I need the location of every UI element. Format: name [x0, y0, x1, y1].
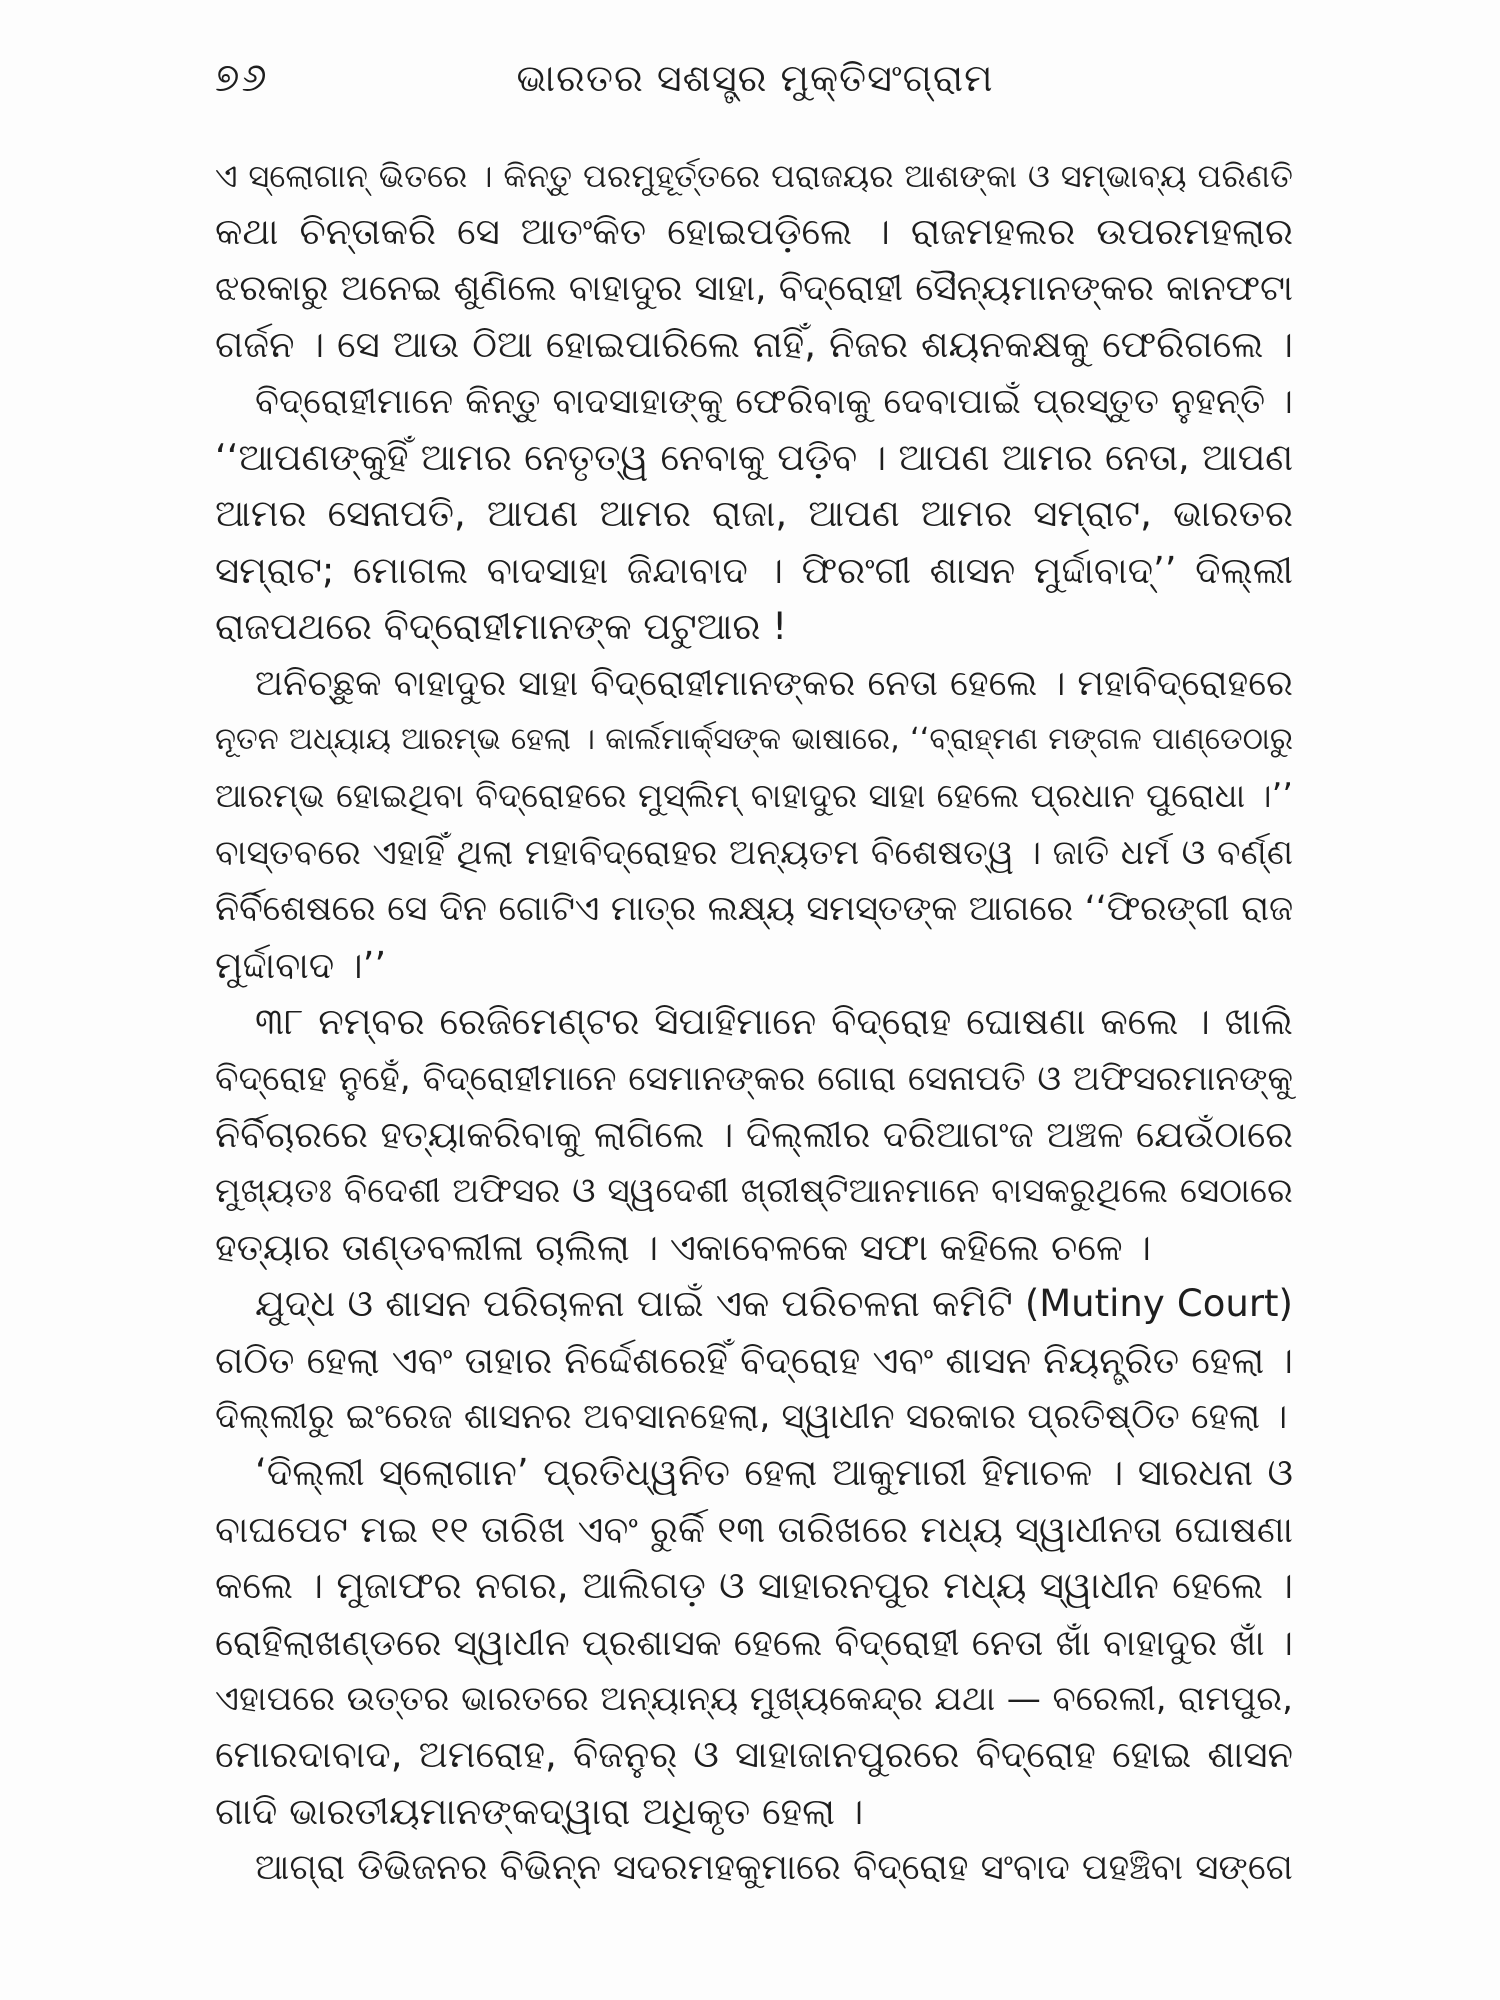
text-line: ବିଦ୍ରୋହ ନୁହେଁ, ବିଦ୍ରୋହୀମାନେ ସେମାନଙ୍କର ଗୋରା ସେନାପତି ଓ ଅଫିସରମାନଙ୍କୁ	[215, 1058, 1293, 1099]
page-number: ୭୬	[215, 55, 269, 101]
text-line: ‘ଦିଲ୍ଲୀ ସ୍ଲୋଗାନ’ ପ୍ରତିଧ୍ୱନିତ ହେଲା ଆକୁମାରୀ ହିମାଚଳ । ସାରଧନା ଓ	[255, 1451, 1293, 1495]
text-line: ଗର୍ଜନ । ସେ ଆଉ ଠିଆ ହୋଇପାରିଲେ ନାହିଁ, ନିଜର ଶୟନକକ୍ଷକୁ ଫେରିଗଲେ ।	[215, 323, 1293, 367]
text-line: ୩୮ ନମ୍ବର ରେଜିମେଣ୍ଟର ସିପାହିମାନେ ବିଦ୍ରୋହ ଘୋଷଣା କଲେ । ଖାଲି	[255, 1000, 1293, 1044]
text-line: ଯୁଦ୍ଧ ଓ ଶାସନ ପରିଚାଳନା ପାଇଁ ଏକ ପରିଚଳନା କମିଟି (Mutiny Court)	[255, 1282, 1293, 1326]
text-line: ହତ୍ୟାର ତାଣ୍ଡବଲୀଳା ଚାଲିଲା । ଏକାବେଳକେ ସଫା କହିଲେ ଚଳେ ।	[215, 1225, 1152, 1269]
text-line: ମୋରଦାବାଦ, ଅମରୋହ, ବିଜନୁର୍ ଓ ସାହାଜାନପୁରରେ ବିଦ୍ରୋହ ହୋଇ ଶାସନ	[215, 1733, 1293, 1777]
text-line: ନୂତନ ଅଧ୍ୟାୟ ଆରମ୍ଭ ହେଲା । କାର୍ଲମାର୍କ୍ସଙ୍କ ଭାଷାରେ, ‘‘ବ୍ରାହ୍ମଣ ମଙ୍ଗଳ ପାଣ୍ଡେଠାରୁ	[215, 722, 1293, 758]
text-line: ମୁର୍ଦ୍ଦାବାଦ ।’’	[215, 943, 387, 987]
text-line: ନିର୍ବିଚାରରେ ହତ୍ୟାକରିବାକୁ ଲାଗିଲେ । ଦିଲ୍ଲୀର ଦରିଆଗଂଜ ଅଞ୍ଚଳ ଯେଉଁଠାରେ	[215, 1112, 1293, 1156]
text-line: ଗାଦି ଭାରତୀୟମାନଙ୍କଦ୍ୱାରା ଅଧିକୃତ ହେଲା ।	[215, 1789, 864, 1833]
paragraph-3	[215, 656, 1293, 994]
paragraph-7	[215, 1840, 1293, 1896]
text-line: ରାଜପଥରେ ବିଦ୍ରୋହୀମାନଙ୍କ ପଟୁଆର !	[215, 605, 788, 649]
paragraph-6	[215, 1445, 1293, 1840]
text-line: ଝରକାରୁ ଅନେଇ ଶୁଣିଲେ ବାହାଦୁର ସାହା, ବିଦ୍ରୋହୀ ସୈନ୍ୟମାନଙ୍କର କାନଫଟା	[215, 267, 1293, 309]
text-line: ବାଘପେଟ ମଇ ୧୧ ତାରିଖ ଏବଂ ରୁର୍କି ୧୩ ତାରିଖରେ ମଧ୍ୟ ସ୍ୱାଧୀନତା ଘୋଷଣା	[215, 1507, 1293, 1551]
text-line: ରୋହିଲାଖଣ୍ଡରେ ସ୍ୱାଧୀନ ପ୍ରଶାସକ ହେଲେ ବିଦ୍ରୋହୀ ନେତା ଖାଁ ବାହାଦୁର ଖାଁ ।	[215, 1620, 1293, 1664]
text-line: ଗଠିତ ହେଲା ଏବଂ ତାହାର ନିର୍ଦ୍ଦେଶରେହିଁ ବିଦ୍ରୋହ ଏବଂ ଶାସନ ନିୟନ୍ତ୍ରିତ ହେଲା ।	[215, 1338, 1293, 1382]
text-line: ଏହାପରେ ଉତ୍ତର ଭାରତରେ ଅନ୍ୟାନ୍ୟ ମୁଖ୍ୟକେନ୍ଦ୍ର ଯଥା — ବରେଲୀ, ରାମପୁର,	[215, 1678, 1293, 1719]
text-line: ବାସ୍ତବରେ ଏହାହିଁ ଥିଲା ମହାବିଦ୍ରୋହର ଅନ୍ୟତମ ବିଶେଷତ୍ୱ । ଜାତି ଧର୍ମ ଓ ବର୍ଣ୍ଣ	[215, 832, 1293, 873]
text-line: ଆରମ୍ଭ ହୋଇଥିବା ବିଦ୍ରୋହରେ ମୁସ୍ଲିମ୍ ବାହାଦୁର ସାହା ହେଲେ ପ୍ରଧାନ ପୁରୋଧା ।’’	[215, 776, 1293, 816]
text-line: ବିଦ୍ରୋହୀମାନେ କିନ୍ତୁ ବାଦସାହାଙ୍କୁ ଫେରିବାକୁ ଦେବାପାଇଁ ପ୍ରସ୍ତୁତ ନୁହନ୍ତି ।	[255, 380, 1293, 422]
body-text	[215, 148, 1293, 1897]
paragraph-1	[215, 148, 1293, 374]
text-line: ଆମର ସେନାପତି, ଆପଣ ଆମର ରାଜା, ଆପଣ ଆମର ସମ୍ରାଟ, ଭାରତର	[215, 492, 1293, 536]
text-line: ମୁଖ୍ୟତଃ ବିଦେଶୀ ଅଫିସର ଓ ସ୍ୱଦେଶୀ ଖ୍ରୀଷ୍ଟିଆନମାନେ ବାସକରୁଥିଲେ ସେଠାରେ	[215, 1171, 1293, 1212]
text-line: ସମ୍ରାଟ; ମୋଗଲ ବାଦସାହା ଜିନ୍ଦାବାଦ । ଫିରଂଗୀ ଶାସନ ମୁର୍ଦ୍ଦାବାଦ୍’’ ଦିଲ୍ଲୀ	[215, 548, 1293, 592]
paragraph-4	[215, 994, 1293, 1276]
text-line: ଦିଲ୍ଲୀରୁ ଇଂରେଜ ଶାସନର ଅବସାନହେଲା, ସ୍ୱାଧୀନ ସରକାର ପ୍ରତିଷ୍ଠିତ ହେଲା ।	[215, 1395, 1288, 1437]
text-line: ଏ ସ୍ଲୋଗାନ୍ ଭିତରେ । କିନ୍ତୁ ପରମୁହୂର୍ତ୍ତରେ ପରାଜୟର ଆଶଙ୍କା ଓ ସମ୍ଭାବ୍ୟ ପରିଣତି	[215, 157, 1293, 195]
text-line: କଥା ଚିନ୍ତାକରି ସେ ଆତଂକିତ ହୋଇପଡ଼ିଲେ । ରାଜମହଲର ଉପରମହଲାର	[215, 210, 1293, 254]
text-line: ‘‘ଆପଣଙ୍କୁହିଁ ଆମର ନେତୃତ୍ୱ ନେବାକୁ ପଡ଼ିବ । ଆପଣ ଆମର ନେତା, ଆପଣ	[215, 436, 1293, 480]
paragraph-5	[215, 1276, 1293, 1445]
text-line: ଆଗ୍ରା ଡିଭିଜନର ବିଭିନ୍ନ ସଦରମହକୁମାରେ ବିଦ୍ରୋହ ସଂବାଦ ପହଞ୍ଚିବା ସଙ୍ଗେ	[255, 1847, 1293, 1889]
running-title: ଭାରତର ସଶସ୍ତ୍ର ମୁକ୍ତିସଂଗ୍ରାମ	[516, 56, 994, 100]
running-header	[215, 48, 1295, 108]
paragraph-2	[215, 374, 1293, 656]
text-line: ନିର୍ବିଶେଷରେ ସେ ଦିନ ଗୋଟିଏ ମାତ୍ର ଲକ୍ଷ୍ୟ ସମସ୍ତଙ୍କ ଆଗରେ ‘‘ଫିରଙ୍ଗୀ ରାଜ	[215, 889, 1293, 930]
text-line: କଲେ । ମୁଜାଫର ନଗର, ଆଲିଗଡ଼ ଓ ସାହାରନପୁର ମଧ୍ୟ ସ୍ୱାଧୀନ ହେଲେ ।	[215, 1564, 1293, 1608]
text-line: ଅନିଚ୍ଛୁକ ବାହାଦୁର ସାହା ବିଦ୍ରୋହୀମାନଙ୍କର ନେତା ହେଲେ । ମହାବିଦ୍ରୋହରେ	[255, 662, 1293, 704]
